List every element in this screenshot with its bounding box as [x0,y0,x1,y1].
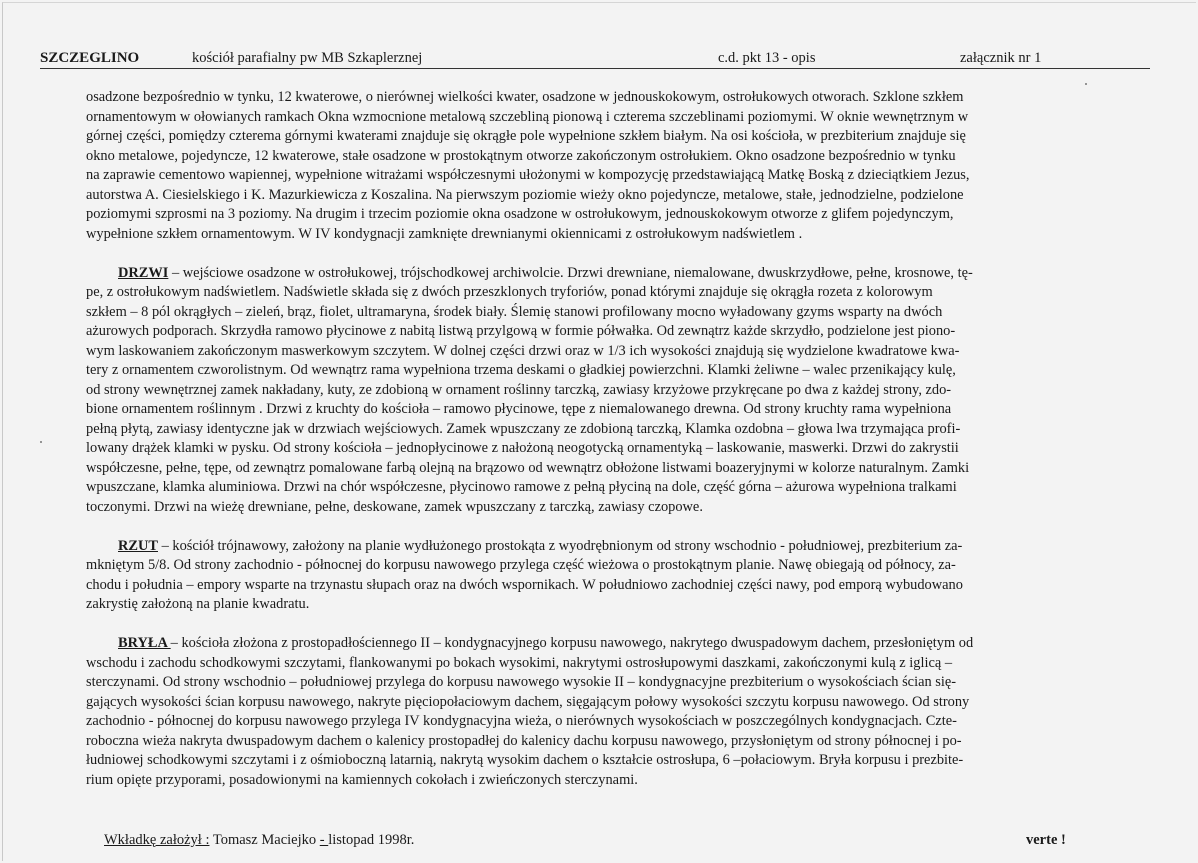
line-text: toczonymi. Drzwi na wieżę drewniane, pełne, deskowane, zamek wpuszczany z tarczką, zawiasy czopowe. [86,498,703,515]
line-text: ażurowych podporach. Skrzydła ramowo płycinowe z nabitą listwą przylgową w formie półwałka. Od zewnątrz każde skrzydło, podzielone jest piono- [86,323,956,339]
line-text: – kościoła złożona z prostopadłościennego II – kondygnacyjnego korpusu nawowego, nakrytego dwuspadowym dachem, przesłoniętym od [170,635,974,651]
text-line [86,693,1148,713]
text-line [86,400,1148,420]
paragraph [86,264,1148,518]
paragraph [86,634,1148,790]
line-text: gających wysokości ścian korpusu nawowego, nakryte pięciopołaciowym dachem, sięgającym połowy wysokości szczytu korpusu nawowego. Od strony [86,693,970,710]
line-text: lowany drążek klamki w pysku. Od strony kościoła – jednopłycinowe z nałożoną neogotycką ornamentyką – laskowanie, maswerki. Drzwi do zakrystii [86,440,959,456]
text-line [86,420,1148,440]
line-text: – kościół trójnawowy, założony na planie wydłużonego prostokąta z wyodrębnionym od strony wschodnio - południowej, prezbiterium za- [157,537,963,554]
line-text: rium opięte przyporami, posadowionymi na kamiennych cokołach i zwieńczonych sterczynami. [86,771,638,788]
line-text: poziomymi szprosmi na 3 poziomy. Na drugim i trzecim poziomie okna osadzone w ostrołukowym, jednouskokowym otworze z glifem pojedynczym, [86,206,954,222]
header-church: kościół parafialny pw MB Szkaplerznej [192,50,423,66]
document-header [40,50,1150,70]
text-line [86,595,1148,615]
text-line [86,498,1148,518]
text-line [86,166,1148,186]
header-rule [40,68,1150,69]
line-text: współczesne, pełne, tępe, od zewnątrz pomalowane farbą olejną na brązowo od wewnątrz obłożone listwami boazeryjnymi w kolorze naturalnym. Zamki [86,459,970,476]
line-text: wpuszczane, klamka aluminiowa. Drzwi na chór współczesne, płycinowo ramowe z pełną płyciną na dole, część górna – ażurowa wypełniona tralkami [86,479,957,495]
author-name: Tomasz Maciejko [209,832,320,848]
text-line [86,205,1148,225]
text-line [86,537,1148,557]
section-heading: RZUT [118,537,158,554]
line-text: bione ornamentem roślinnym . Drzwi z kruchty do kościoła – ramowo płycinowe, tępe z niemalowanego drewna. Od strony kruchty rama wypełniona [86,401,952,417]
line-text: pe, z ostrołukowym nadświetlem. Nadświetle składa się z dwóch przeszklonych tryforiów, ponad którymi znajduje się okrągła rozeta z kolorowym [86,284,933,300]
line-text: górnej części, pomiędzy czterema górnymi kwaterami znajduje się okrągłe pole wypełnione szkłem białym. Na osi kościoła, w prezbiterium znajduje się [86,128,966,144]
paragraph [86,88,1148,244]
text-line [86,381,1148,401]
author-separator: - [319,832,329,848]
text-line [86,771,1148,791]
text-line [86,732,1148,752]
verte-note: verte ! [1026,832,1066,848]
line-text: mkniętym 5/8. Od strony zachodnio - północnej do korpusu nawowego przylega część wieżowa o prostokątnym planie. Nawę obiegają od północy, za- [86,557,956,573]
line-text: tery z ornamentem czworolistnym. Od wewnątrz rama wypełniona trzema deskami o gładkiej powierzchni. Klamki żeliwne – walec przenikający kulę, [86,362,956,378]
header-annex: załącznik nr 1 [960,50,1042,66]
line-text: – wejściowe osadzone w ostrołukowej, trójschodkowej archiwolcie. Drzwi drewniane, niemalowane, dwuskrzydłowe, pełne, krosnowe, tę- [168,264,973,281]
section-heading: DRZWI [118,264,169,281]
line-text: od strony wewnętrznej zamek nakładany, kuty, ze zdobioną w ornament roślinny tarczką, zawiasy krzyżowe przykręcane po dwa z każdej strony, zdo- [86,381,952,398]
header-point: c.d. pkt 13 - opis [718,50,816,66]
section-heading: BRYŁA [118,635,171,651]
text-line [86,751,1148,771]
text-line [86,478,1148,498]
paragraph [86,537,1148,615]
text-line [86,556,1148,576]
text-line [86,654,1148,674]
line-text: roboczna wieża nakryta dwuspadowym dachem o kalenicy prostopadłej do kalenicy dachu korpusu nawowego, przysłoniętym od strony północnej i po- [86,732,962,749]
text-line [86,439,1148,459]
text-line [86,147,1148,167]
line-text: wym laskowaniem zakończonym maswerkowym szczytem. W dolnej części drzwi oraz w 1/3 ich wysokości znajdują się wydzielone kwadratowe kwa- [86,342,960,359]
line-text: zakrystię założoną na planie kwadratu. [86,596,310,612]
scan-speck [1085,83,1087,85]
line-text: pełną płytą, zawiasy identyczne jak w drzwiach wejściowych. Zamek wpuszczany ze zdobioną tarczką, Klamka ozdobna – głowa lwa trzymająca profi- [86,420,961,437]
text-line [86,673,1148,693]
header-place: SZCZEGLINO [40,50,140,66]
text-line [86,186,1148,206]
scan-speck [40,441,42,443]
line-text: osadzone bezpośrednio w tynku, 12 kwaterowe, o nierównej wielkości kwater, osadzone w jednouskokowym, ostrołukowych otworach. Szklone szkłem [86,89,964,105]
line-text: ornamentowym w ołowianych ramkach Okna wzmocnione metalową szczebliną pionową i czterema szczeblinami poziomymi. W oknie wewnętrznym w [86,108,969,125]
line-text: łudniowej schodkowymi szczytami i z ośmioboczną latarnią, nakrytą wysokim dachem o kształcie ostrosłupa, 6 –połaciowym. Bryła korpusu i prezbite- [86,752,964,768]
document-body [86,88,1148,810]
line-text: szkłem – 8 pól okrągłych – zieleń, brąz, fiolet, ultramaryna, środek biały. Ślemię stanowi profilowany mocno wyładowany gzyms wsparty na dwóch [86,303,943,320]
author-label: Wkładkę założył : [104,832,210,848]
text-line [86,459,1148,479]
text-line [86,634,1148,654]
text-line [86,225,1148,245]
text-line [86,283,1148,303]
line-text: zachodnio - północnej do korpusu nawowego przylega IV kondygnacyjna wieża, o nierównych wysokościach w poszczególnych kondygnacjach. Czte- [86,713,957,729]
line-text: autorstwa A. Ciesielskiego i K. Mazurkiewicza z Koszalina. Na pierwszym poziomie wieży okno pojedyncze, metalowe, stałe, jednodzielne, podzielone [86,186,964,203]
text-line [86,342,1148,362]
text-line [86,88,1148,108]
line-text: na zaprawie cementowo wapiennej, wypełnione witrażami współczesnymi ułożonymi w kompozycję przedstawiającą Matkę Boską z dzieciątkiem Jezus, [86,167,970,183]
line-text: chodu i południa – empory wsparte na trzynastu słupach oraz na dwóch wspornikach. W południowo zachodniej części nawy, pod emporą wybudowano [86,576,963,593]
text-line [86,108,1148,128]
text-line [86,712,1148,732]
text-line [86,361,1148,381]
author-date: listopad 1998r. [328,832,415,848]
line-text: okno metalowe, pojedyncze, 12 kwaterowe, stałe osadzone w prostokątnym otworze zakończonym ostrołukiem. Okno osadzone bezpośrednio w tynku [86,147,956,164]
text-line [86,576,1148,596]
line-text: wypełnione szkłem ornamentowym. W IV kondygnacji zamknięte drewnianymi okiennicami z ostrołukowym nadświetlem . [86,225,803,242]
text-line [86,303,1148,323]
text-line [86,264,1148,284]
line-text: wschodu i zachodu schodkowymi szczytami, flankowanymi po bokach wysokimi, nakrytymi ostrosłupowymi daszkami, zakończonymi kulą z iglicą – [86,654,953,671]
footer-author [104,832,414,849]
text-line [86,322,1148,342]
line-text: sterczynami. Od strony wschodnio – południowej przylega do korpusu nawowego wysokie II – kondygnacyjne prezbiterium o wysokościach ścian się- [86,674,957,690]
text-line [86,127,1148,147]
